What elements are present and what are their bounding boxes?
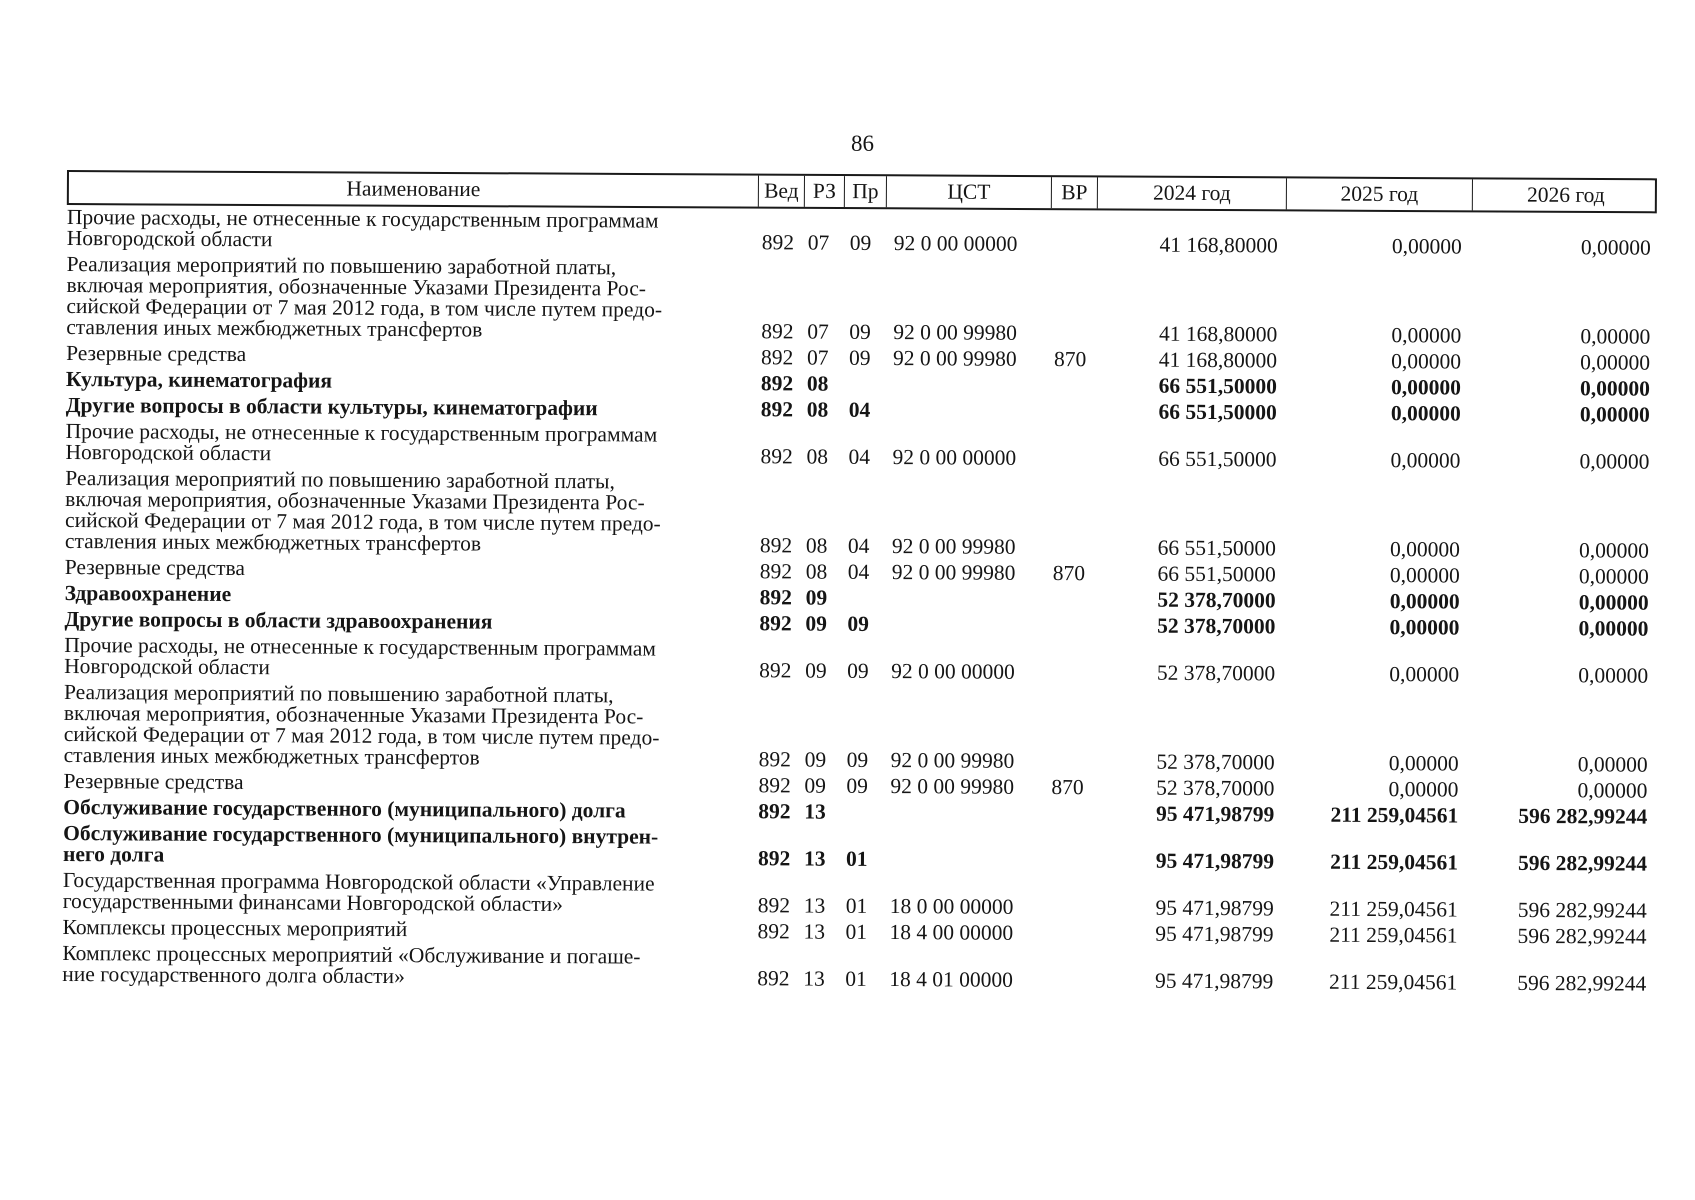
row-pr: 01 bbox=[845, 893, 868, 918]
table-row bbox=[64, 465, 1656, 567]
row-value-2026: 596 282,99244 bbox=[1517, 970, 1647, 996]
row-cst: 92 0 00 00000 bbox=[892, 445, 1017, 470]
row-rz: 13 bbox=[803, 966, 825, 991]
row-name bbox=[64, 606, 753, 634]
row-name bbox=[65, 366, 755, 394]
row-ved: 892 bbox=[759, 611, 792, 636]
row-pr: 09 bbox=[849, 230, 872, 255]
row-cst: 92 0 00 99980 bbox=[890, 774, 1015, 799]
row-value-2026: 0,00000 bbox=[1578, 564, 1649, 589]
row-name bbox=[66, 340, 755, 368]
row-cst: 18 0 00 00000 bbox=[889, 894, 1014, 919]
row-value-2025: 0,00000 bbox=[1388, 751, 1459, 776]
row-pr: 01 bbox=[845, 846, 868, 871]
row-pr: 04 bbox=[848, 397, 871, 422]
row-name-line: ставления иных межбюджетных трансфертов bbox=[63, 742, 480, 770]
header-pr: Пр bbox=[844, 176, 886, 207]
row-value-2026: 0,00000 bbox=[1578, 616, 1649, 641]
row-name-line: Прочие расходы, не отнесенные к государственным программам bbox=[64, 632, 656, 661]
row-name bbox=[67, 207, 756, 253]
row-ved: 892 bbox=[758, 799, 791, 824]
row-cst bbox=[880, 870, 1045, 871]
row-value-2025: 0,00000 bbox=[1391, 234, 1462, 259]
row-value-2025: 0,00000 bbox=[1389, 589, 1460, 614]
row-name bbox=[65, 418, 754, 467]
row-ved: 892 bbox=[761, 230, 795, 255]
row-value-2026: 0,00000 bbox=[1578, 538, 1650, 563]
row-name-line: сийской Федерации от 7 мая 2012 года, в том числе путем предо- bbox=[63, 721, 660, 750]
row-vr: 870 bbox=[1054, 347, 1087, 372]
row-rz: 09 bbox=[804, 747, 827, 772]
row-rz: 08 bbox=[805, 533, 828, 558]
row-rz: 08 bbox=[806, 444, 829, 469]
row-ved: 892 bbox=[759, 658, 792, 683]
row-name-line: Комплексы процессных мероприятий bbox=[62, 914, 408, 942]
row-ved: 892 bbox=[760, 397, 794, 422]
row-name-line: сийской Федерации от 7 мая 2012 года, в том числе путем предо- bbox=[65, 507, 661, 536]
row-value-2024: 52 378,70000 bbox=[1156, 775, 1275, 801]
row-value-2024: 95 471,98799 bbox=[1155, 921, 1274, 947]
row-rz: 07 bbox=[807, 319, 829, 344]
row-cst bbox=[882, 609, 1047, 610]
row-value-2026: 596 282,99244 bbox=[1517, 897, 1647, 923]
row-ved: 892 bbox=[757, 893, 791, 918]
row-name bbox=[66, 251, 756, 342]
row-value-2025: 0,00000 bbox=[1389, 662, 1460, 687]
row-rz: 08 bbox=[805, 559, 828, 584]
row-ved: 892 bbox=[759, 559, 793, 584]
row-pr: 09 bbox=[846, 773, 869, 798]
row-value-2026: 0,00000 bbox=[1579, 402, 1650, 427]
row-cst bbox=[883, 421, 1048, 422]
row-pr: 04 bbox=[847, 533, 870, 558]
row-value-2024: 95 471,98799 bbox=[1155, 895, 1274, 921]
row-pr: 04 bbox=[848, 444, 871, 469]
header-cst: ЦСТ bbox=[886, 176, 1051, 208]
row-name-line: включая мероприятия, обозначенные Указами Президента Рос- bbox=[66, 272, 647, 301]
row-cst: 92 0 00 99980 bbox=[890, 748, 1015, 773]
row-name bbox=[63, 794, 752, 823]
row-value-2026: 0,00000 bbox=[1580, 324, 1651, 349]
row-name-line: него долга bbox=[62, 841, 165, 867]
row-name bbox=[62, 914, 752, 942]
row-value-2025: 0,00000 bbox=[1389, 615, 1460, 640]
row-rz: 13 bbox=[803, 919, 826, 944]
row-name-line: Реализация мероприятий по повышению заработной платы, bbox=[65, 465, 615, 494]
row-rz: 08 bbox=[806, 397, 829, 422]
row-name-line: Реализация мероприятий по повышению заработной платы, bbox=[63, 679, 614, 708]
row-cst: 92 0 00 00000 bbox=[893, 231, 1018, 256]
row-value-2025: 211 259,04561 bbox=[1329, 922, 1458, 948]
row-name-line: Другие вопросы в области культуры, кинематографии bbox=[65, 392, 598, 421]
row-value-2026: 0,00000 bbox=[1579, 376, 1650, 401]
row-value-2025: 0,00000 bbox=[1390, 401, 1461, 426]
row-cst: 92 0 00 99980 bbox=[891, 534, 1016, 559]
row-name-line: Комплекс процессных мероприятий «Обслуживание и погаше- bbox=[62, 940, 641, 969]
header-name: Наименование bbox=[346, 176, 481, 202]
row-ved: 892 bbox=[758, 747, 791, 772]
row-value-2024: 66 551,50000 bbox=[1158, 373, 1277, 399]
row-pr: 09 bbox=[849, 319, 871, 344]
row-value-2025: 211 259,04561 bbox=[1330, 849, 1459, 875]
row-value-2026: 0,00000 bbox=[1579, 449, 1650, 474]
row-value-2025: 211 259,04561 bbox=[1330, 802, 1459, 828]
row-name-line: Другие вопросы в области здравоохранения bbox=[64, 606, 493, 634]
row-value-2026: 0,00000 bbox=[1578, 590, 1649, 615]
row-value-2024: 41 168,80000 bbox=[1159, 232, 1278, 258]
row-name bbox=[64, 554, 754, 582]
row-ved: 892 bbox=[759, 585, 792, 610]
row-name-line: Реализация мероприятий по повышению заработной платы, bbox=[66, 251, 617, 280]
row-vr: 870 bbox=[1052, 561, 1086, 586]
row-name-line: Резервные средства bbox=[66, 340, 247, 367]
row-name bbox=[63, 679, 754, 770]
row-pr: 04 bbox=[847, 559, 870, 584]
row-name-line: Культура, кинематография bbox=[65, 366, 333, 393]
row-value-2026: 0,00000 bbox=[1580, 350, 1651, 375]
row-rz: 07 bbox=[807, 345, 829, 370]
row-name-line: Здравоохранение bbox=[64, 580, 232, 607]
header-rz: РЗ bbox=[804, 176, 844, 207]
row-value-2024: 95 471,98799 bbox=[1155, 801, 1275, 827]
row-name-line: Новгородской области bbox=[66, 225, 273, 252]
row-rz: 09 bbox=[804, 773, 827, 798]
header-2024: 2024 год bbox=[1097, 177, 1286, 209]
row-name-line: Резервные средства bbox=[64, 554, 246, 581]
row-value-2024: 66 551,50000 bbox=[1158, 399, 1277, 425]
row-cst: 92 0 00 99980 bbox=[893, 346, 1017, 371]
row-name-line: Прочие расходы, не отнесенные к государственным программам bbox=[65, 418, 658, 447]
row-name-line: Резервные средства bbox=[63, 768, 244, 795]
row-cst: 18 4 01 00000 bbox=[889, 967, 1013, 992]
row-ved: 892 bbox=[761, 345, 794, 370]
row-rz: 09 bbox=[805, 585, 828, 610]
row-cst: 92 0 00 99980 bbox=[891, 560, 1016, 585]
row-value-2024: 95 471,98799 bbox=[1154, 968, 1274, 994]
row-value-2025: 0,00000 bbox=[1390, 448, 1461, 473]
table-body bbox=[62, 207, 1657, 1000]
row-value-2024: 66 551,50000 bbox=[1157, 561, 1276, 587]
row-cst: 18 4 00 00000 bbox=[889, 920, 1014, 945]
row-pr: 09 bbox=[849, 345, 871, 370]
row-value-2025: 0,00000 bbox=[1391, 349, 1462, 374]
row-name-line: Обслуживание государственного (муниципального) внутрен- bbox=[63, 820, 659, 849]
table-row bbox=[63, 679, 1655, 781]
row-name bbox=[62, 940, 751, 989]
row-cst: 92 0 00 99980 bbox=[893, 320, 1017, 345]
row-value-2025: 0,00000 bbox=[1390, 375, 1461, 400]
row-rz: 13 bbox=[804, 799, 826, 824]
row-ved: 892 bbox=[757, 846, 791, 871]
row-name-line: ставления иных межбюджетных трансфертов bbox=[64, 528, 482, 556]
row-value-2025: 0,00000 bbox=[1389, 537, 1461, 562]
row-name-line: государственными финансами Новгородской области» bbox=[62, 888, 563, 917]
row-value-2026: 0,00000 bbox=[1580, 235, 1651, 260]
table-row bbox=[66, 251, 1657, 353]
row-rz: 09 bbox=[805, 658, 827, 683]
row-ved: 892 bbox=[760, 371, 794, 396]
row-name-line: сийской Федерации от 7 мая 2012 года, в том числе путем предо- bbox=[66, 293, 663, 322]
row-ved: 892 bbox=[758, 773, 791, 798]
row-cst bbox=[883, 395, 1048, 396]
row-name-line: ставления иных межбюджетных трансфертов bbox=[66, 314, 483, 342]
row-value-2024: 66 551,50000 bbox=[1157, 535, 1277, 561]
header-2026: 2026 год bbox=[1472, 179, 1659, 211]
header-vr: ВР bbox=[1051, 177, 1097, 208]
row-ved: 892 bbox=[757, 966, 790, 991]
row-name bbox=[63, 768, 752, 796]
row-name-line: включая мероприятия, обозначенные Указами Президента Рос- bbox=[63, 700, 644, 729]
row-name bbox=[64, 632, 753, 681]
row-name bbox=[62, 867, 752, 917]
header-2025: 2025 год bbox=[1286, 178, 1472, 210]
row-value-2025: 211 259,04561 bbox=[1329, 896, 1458, 922]
row-value-2025: 211 259,04561 bbox=[1329, 969, 1458, 995]
row-rz: 08 bbox=[806, 371, 829, 396]
row-name-line: Прочие расходы, не отнесенные к государственным программам bbox=[66, 205, 659, 233]
row-name bbox=[64, 580, 754, 608]
row-name-line: Обслуживание государственного (муниципального) долга bbox=[63, 794, 626, 823]
row-value-2026: 596 282,99244 bbox=[1517, 850, 1648, 876]
row-pr: 01 bbox=[845, 919, 868, 944]
row-pr: 09 bbox=[847, 658, 869, 683]
row-value-2024: 66 551,50000 bbox=[1158, 446, 1277, 472]
row-value-2024: 52 378,70000 bbox=[1157, 587, 1276, 613]
row-ved: 892 bbox=[761, 319, 794, 344]
row-ved: 892 bbox=[760, 444, 793, 469]
row-value-2024: 52 378,70000 bbox=[1156, 749, 1275, 775]
row-name bbox=[65, 392, 755, 421]
row-value-2024: 41 168,80000 bbox=[1158, 347, 1278, 373]
row-pr: 01 bbox=[845, 966, 867, 991]
row-cst bbox=[881, 635, 1046, 636]
row-value-2024: 41 168,80000 bbox=[1158, 321, 1278, 347]
row-value-2025: 0,00000 bbox=[1388, 777, 1459, 802]
table-row bbox=[62, 940, 1652, 1000]
row-name bbox=[64, 465, 755, 556]
budget-table bbox=[62, 170, 1657, 996]
row-pr: 09 bbox=[847, 611, 870, 636]
row-value-2026: 596 282,99244 bbox=[1517, 923, 1647, 949]
row-value-2026: 0,00000 bbox=[1577, 752, 1648, 777]
row-value-2025: 0,00000 bbox=[1389, 563, 1460, 588]
row-name-line: Новгородской области bbox=[64, 653, 270, 680]
row-name-line: Государственная программа Новгородской области «Управление bbox=[62, 867, 655, 896]
page-number: 86 bbox=[851, 131, 874, 156]
row-name-line: ние государственного долга области» bbox=[62, 961, 405, 989]
header-ved: Вед bbox=[758, 176, 804, 207]
row-name bbox=[62, 820, 752, 869]
row-name-line: включая мероприятия, обозначенные Указами Президента Рос- bbox=[65, 486, 645, 515]
row-cst bbox=[880, 823, 1045, 824]
row-ved: 892 bbox=[757, 919, 790, 944]
row-name-line: Новгородской области bbox=[65, 439, 272, 466]
row-pr: 09 bbox=[846, 747, 869, 772]
row-value-2024: 95 471,98799 bbox=[1155, 848, 1275, 874]
row-value-2024: 52 378,70000 bbox=[1157, 613, 1276, 639]
row-value-2025: 0,00000 bbox=[1391, 323, 1462, 348]
row-cst: 92 0 00 00000 bbox=[891, 659, 1015, 684]
row-ved: 892 bbox=[759, 533, 793, 558]
row-rz: 09 bbox=[805, 611, 828, 636]
row-value-2026: 596 282,99244 bbox=[1518, 803, 1648, 829]
row-value-2026: 0,00000 bbox=[1578, 663, 1649, 688]
row-vr: 870 bbox=[1051, 775, 1084, 800]
row-value-2024: 52 378,70000 bbox=[1156, 660, 1276, 686]
row-value-2026: 0,00000 bbox=[1577, 778, 1648, 803]
row-rz: 07 bbox=[807, 230, 830, 255]
row-rz: 13 bbox=[803, 846, 826, 871]
row-rz: 13 bbox=[803, 893, 826, 918]
